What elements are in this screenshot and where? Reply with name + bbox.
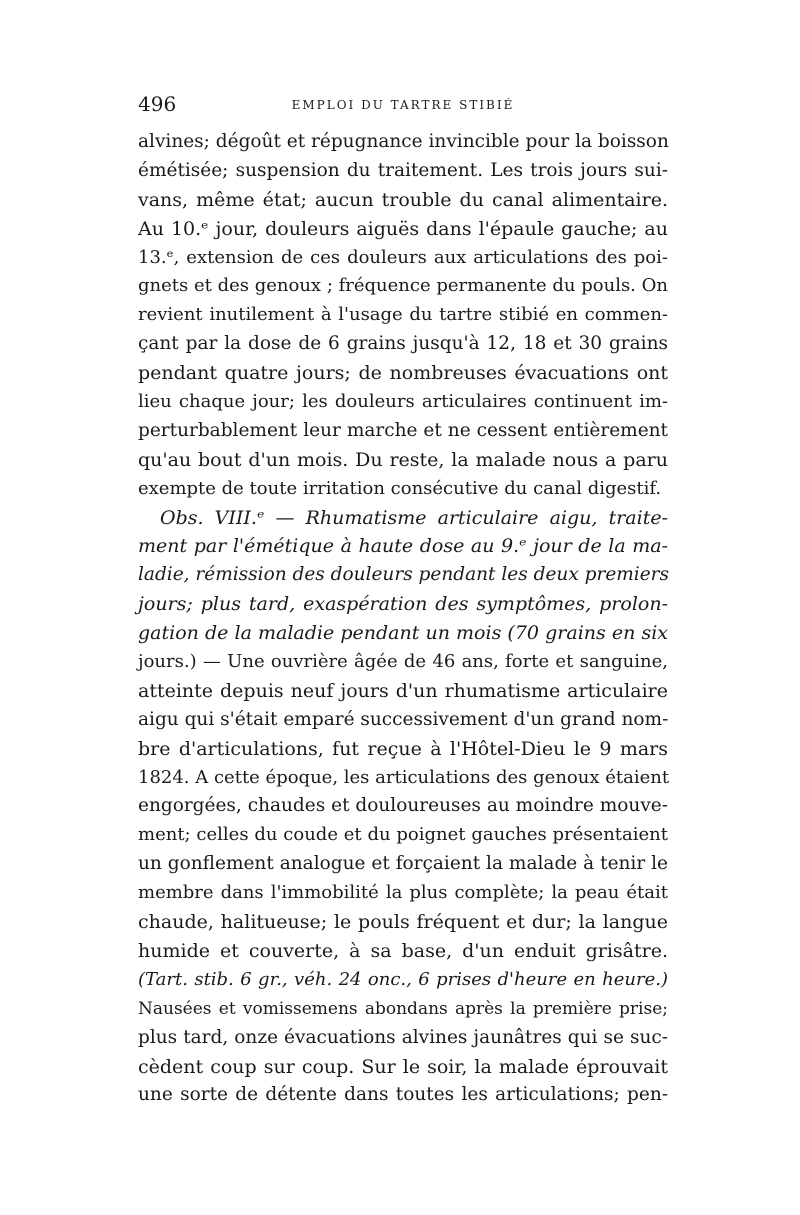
- text-line: 13.ᵉ, extension de ces douleurs aux articulations des poi-: [138, 246, 668, 268]
- text-line: lieu chaque jour; les douleurs articulaires continuent im-: [138, 391, 668, 413]
- observation-heading-line: ment par l'émétique à haute dose au 9.ᵉ jour de la ma-: [138, 535, 668, 558]
- observation-heading-line: gation de la maladie pendant un mois (70 grains en six: [138, 622, 668, 645]
- document-page: [138, 92, 668, 1110]
- page-header: [138, 92, 668, 118]
- text-line: alvines; dégoût et répugnance invincible pour la boisson: [138, 131, 669, 152]
- text-line: membre dans l'immobilité la plus complète; la peau était: [138, 882, 668, 904]
- observation-heading-line: jours; plus tard, exaspération des symptômes, prolon-: [138, 593, 668, 616]
- text-line: 1824. A cette époque, les articulations des genoux étaient: [138, 766, 670, 788]
- text-line: atteinte depuis neuf jours d'un rhumatisme articulaire: [138, 679, 668, 702]
- text-line: Nausées et vomissemens abondans après la première prise;: [138, 998, 668, 1019]
- text-line: vans, même état; aucun trouble du canal alimentaire.: [138, 188, 668, 211]
- text-line: ment; celles du coude et du poignet gauches présentaient: [138, 824, 668, 846]
- text-line: çant par la dose de 6 grains jusqu'à 12, 18 et 30 grains: [138, 333, 668, 355]
- text-line: pendant quatre jours; de nombreuses évacuations ont: [138, 362, 668, 385]
- observation-heading-line: Obs. VIII.ᵉ — Rhumatisme articulaire aigu, traite-: [160, 506, 668, 529]
- text-line: revient inutilement à l'usage du tartre stibié en commen-: [138, 304, 668, 326]
- text-line: plus tard, onze évacuations alvines jaunâtres qui se suc-: [138, 1026, 668, 1048]
- running-title: EMPLOI DU TARTRE STIBIÉ: [291, 98, 515, 112]
- observation-heading-line: ladie, rémission des douleurs pendant les deux premiers: [138, 564, 670, 586]
- page-number: 496: [138, 92, 177, 116]
- text-line: bre d'articulations, fut reçue à l'Hôtel-Dieu le 9 mars: [138, 737, 668, 760]
- text-line: chaude, halitueuse; le pouls fréquent et dur; la langue: [138, 911, 668, 934]
- text-line: gnets et des genoux ; fréquence permanente du pouls. On: [138, 275, 668, 297]
- text-line: humide et couverte, à sa base, d'un enduit grisâtre.: [138, 939, 668, 962]
- prescription-line: (Tart. stib. 6 gr., véh. 24 onc., 6 prises d'heure en heure.): [138, 968, 668, 990]
- text-line: cèdent coup sur coup. Sur le soir, la malade éprouvait: [138, 1055, 668, 1078]
- text-line: qu'au bout d'un mois. Du reste, la malade nous a paru: [138, 448, 668, 471]
- text-line: émétisée; suspension du traitement. Les trois jours sui-: [138, 159, 668, 181]
- text-line: Au 10.ᵉ jour, douleurs aiguës dans l'épaule gauche; au: [138, 217, 668, 240]
- text-line: un gonflement analogue et forçaient la malade à tenir le: [138, 853, 668, 875]
- text-line: exempte de toute irritation consécutive du canal digestif.: [138, 477, 662, 499]
- text-line: aigu qui s'était emparé successivement d'un grand nom-: [138, 708, 669, 730]
- text-line: une sorte de détente dans toutes les articulations; pen-: [138, 1084, 668, 1106]
- text-line: perturbablement leur marche et ne cessent entièrement: [138, 419, 668, 441]
- text-line: engorgées, chaudes et douloureuses au moindre mouve-: [138, 795, 668, 817]
- text-line: jours.) — Une ouvrière âgée de 46 ans, forte et sanguine,: [138, 651, 668, 673]
- body-text: [138, 128, 668, 1110]
